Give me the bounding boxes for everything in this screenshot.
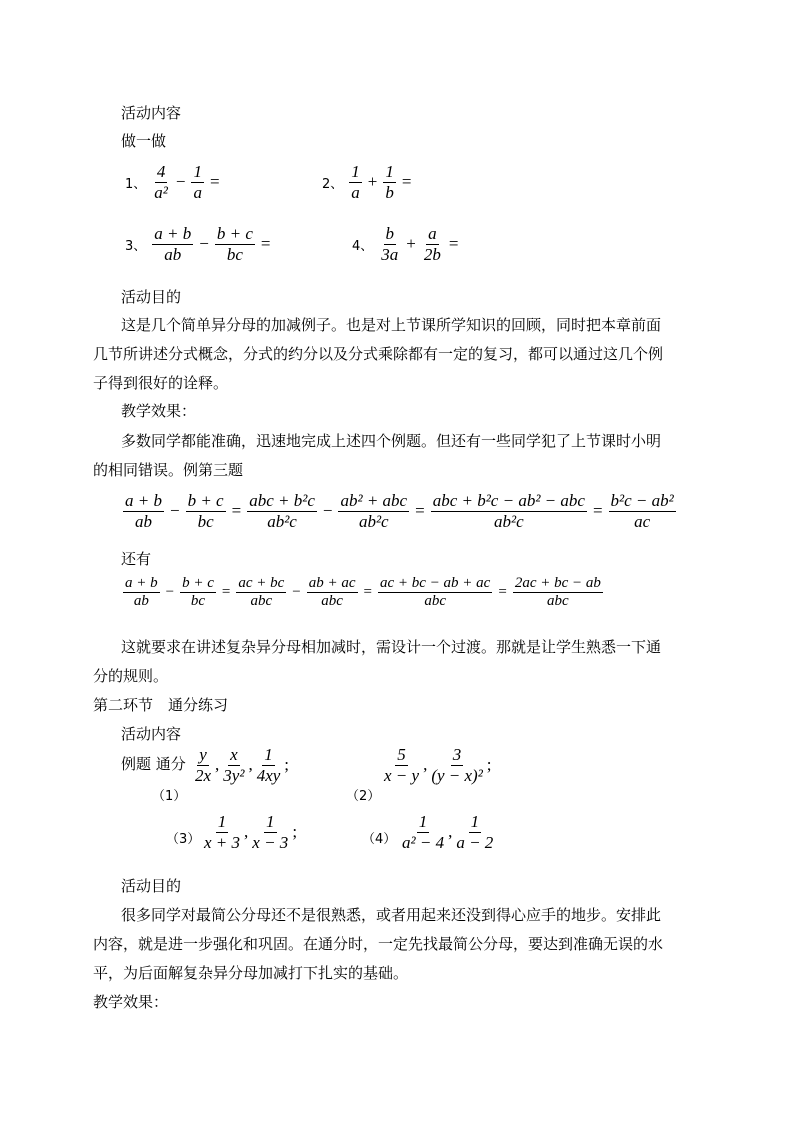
fraction: $\frac{y}{2x}$ (195, 745, 212, 785)
fraction: $\frac{1}{\text{a² − 4}}$ (402, 812, 445, 852)
equation-wrong-1: $\frac{a + b}{ab}$ − $\frac{b + c}{bc}$ = $\frac{\text{abc + b²c}}{\text{ab²c}}$ − $\frac{\text{ab² + abc}}{\text{ab²c}}$ = $\frac{\text{abc + b²c − ab² − abc}}{\text{ab²c}}$ = $\frac{\text{b²c − ab²}}{ac}$ (125, 491, 674, 531)
paragraph-line: 多数同学都能准确，迅速地完成上述四个例题。但还有一些同学犯了上节课时小明 (121, 432, 662, 450)
problem-4: $\frac{1}{\text{a² − 4}}$ , $\frac{1}{a - 2}$ (402, 812, 494, 852)
fraction: $\frac{\text{abc + b²c}}{\text{ab²c}}$ (249, 491, 315, 531)
purpose-title: 活动目的 (121, 877, 182, 895)
problem-3-label: （3） (166, 832, 201, 847)
problem-3: $\frac{1}{x + 3}$ , $\frac{1}{x - 3}$ ; (204, 812, 298, 852)
fraction: $\frac{b}{3a}$ (381, 224, 399, 264)
paragraph-line: 几节所讲述分式概念，分式的约分以及分式乘除都有一定的复习，都可以通过这几个例 (93, 345, 664, 363)
fraction: $\frac{a + b}{ab}$ (125, 575, 158, 610)
paragraph-line: 平，为后面解复杂异分母加减打下扎实的基础。 (93, 964, 409, 982)
effect-title: 教学效果： (121, 402, 197, 420)
exercise-4-label: 4、 (352, 238, 374, 254)
exercise-3: 3、 $\frac{a + b}{ab}$ − $\frac{b + c}{bc}$ = (125, 224, 271, 264)
effect-title: 教学效果： (93, 993, 169, 1011)
fraction: $\frac{\text{abc + b²c − ab² − abc}}{\text{ab²c}}$ (432, 491, 585, 531)
problem-4-label: （4） (362, 832, 397, 847)
fraction: $\frac{1}{4xy}$ (256, 745, 281, 785)
fraction: $\frac{1}{x + 3}$ (204, 812, 241, 852)
exercise-4: 4、 $\frac{b}{3a}$ + $\frac{a}{2b}$ = (352, 224, 459, 264)
fraction: $\frac{2ac + bc - ab}{\text{abc}}$ (514, 575, 601, 610)
fraction: $\frac{a}{2b}$ (423, 224, 441, 264)
fraction: $\frac{x}{\text{3y²}}$ (223, 745, 245, 785)
fraction: $\frac{b + c}{bc}$ (187, 491, 224, 531)
fraction: $\frac{ab + ac}{\text{abc}}$ (308, 575, 356, 610)
problem-2-label: （2） (346, 789, 381, 804)
fraction: $\frac{4}{\text{a²}}$ (154, 162, 168, 202)
paragraph-line: 内容，就是进一步强化和巩固。在通分时，一定先找最简公分母，要达到准确无误的水 (93, 935, 664, 953)
exercise-1: 1、 $\frac{4}{\text{a²}}$ − $\frac{1}{a}$ = (125, 162, 220, 202)
fraction: $\frac{ac + bc}{\text{abc}}$ (238, 575, 285, 610)
practice-title: 做一做 (121, 132, 167, 150)
section-heading: 第二环节 通分练习 (93, 696, 229, 714)
fraction: $\frac{b + c}{bc}$ (216, 224, 253, 264)
fraction: $\frac{3}{\text{(y − x)²}}$ (431, 745, 483, 785)
exercise-2: 2、 $\frac{1}{a}$ + $\frac{1}{b}$ = (322, 162, 412, 202)
also-label: 还有 (121, 550, 152, 568)
fraction: $\frac{1}{x - 3}$ (252, 812, 289, 852)
fraction: $\frac{1}{a - 2}$ (456, 812, 494, 852)
fraction: $\frac{1}{a}$ (351, 162, 360, 202)
activity-content-title: 活动内容 (121, 725, 182, 743)
paragraph-line: 的相同错误。例第三题 (93, 461, 244, 479)
problem-1-label: （1） (152, 789, 187, 804)
fraction: $\frac{ac + bc - ab + ac}{\text{abc}}$ (380, 575, 491, 610)
paragraph-line: 这是几个简单异分母的加减例子。也是对上节课所学知识的回顾，同时把本章前面 (121, 316, 662, 334)
fraction: $\frac{a + b}{ab}$ (154, 224, 192, 264)
purpose-title: 活动目的 (121, 288, 182, 306)
fraction: $\frac{\text{b²c − ab²}}{ac}$ (610, 491, 674, 531)
fraction: $\frac{5}{x - y}$ (384, 745, 420, 785)
exercise-1-label: 1、 (125, 176, 147, 192)
exercise-3-label: 3、 (125, 238, 147, 254)
fraction: $\frac{a + b}{ab}$ (125, 491, 162, 531)
exercise-2-label: 2、 (322, 176, 344, 192)
example-prefix: 例题 通分 (121, 755, 186, 773)
paragraph-line: 子得到很好的诠释。 (93, 374, 229, 392)
paragraph-line: 这就要求在讲述复杂异分母相加减时，需设计一个过渡。那就是让学生熟悉一下通 (121, 638, 662, 656)
problem-2: $\frac{5}{x - y}$ , $\frac{3}{\text{(y − x)²}}$ ; (384, 745, 492, 785)
equation-wrong-2: $\frac{a + b}{ab}$ − $\frac{b + c}{bc}$ = $\frac{ac + bc}{\text{abc}}$ − $\frac{ab + ac}{\text{abc}}$ = $\frac{ac + bc - ab + ac}{\text{abc}}$ = $\frac{2ac + bc - ab}{\text{abc}}$ (125, 575, 601, 610)
paragraph-line: 很多同学对最简公分母还不是很熟悉，或者用起来还没到得心应手的地步。安排此 (121, 906, 662, 924)
fraction: $\frac{\text{ab² + abc}}{\text{ab²c}}$ (340, 491, 408, 531)
fraction: $\frac{1}{a}$ (193, 162, 202, 202)
paragraph-line: 分的规则。 (93, 667, 169, 685)
activity-content-title: 活动内容 (121, 104, 182, 122)
fraction: $\frac{1}{b}$ (385, 162, 394, 202)
problem-1: $\frac{y}{2x}$ , $\frac{x}{\text{3y²}}$ , $\frac{1}{4xy}$ ; (195, 745, 290, 785)
fraction: $\frac{b + c}{bc}$ (182, 575, 214, 610)
